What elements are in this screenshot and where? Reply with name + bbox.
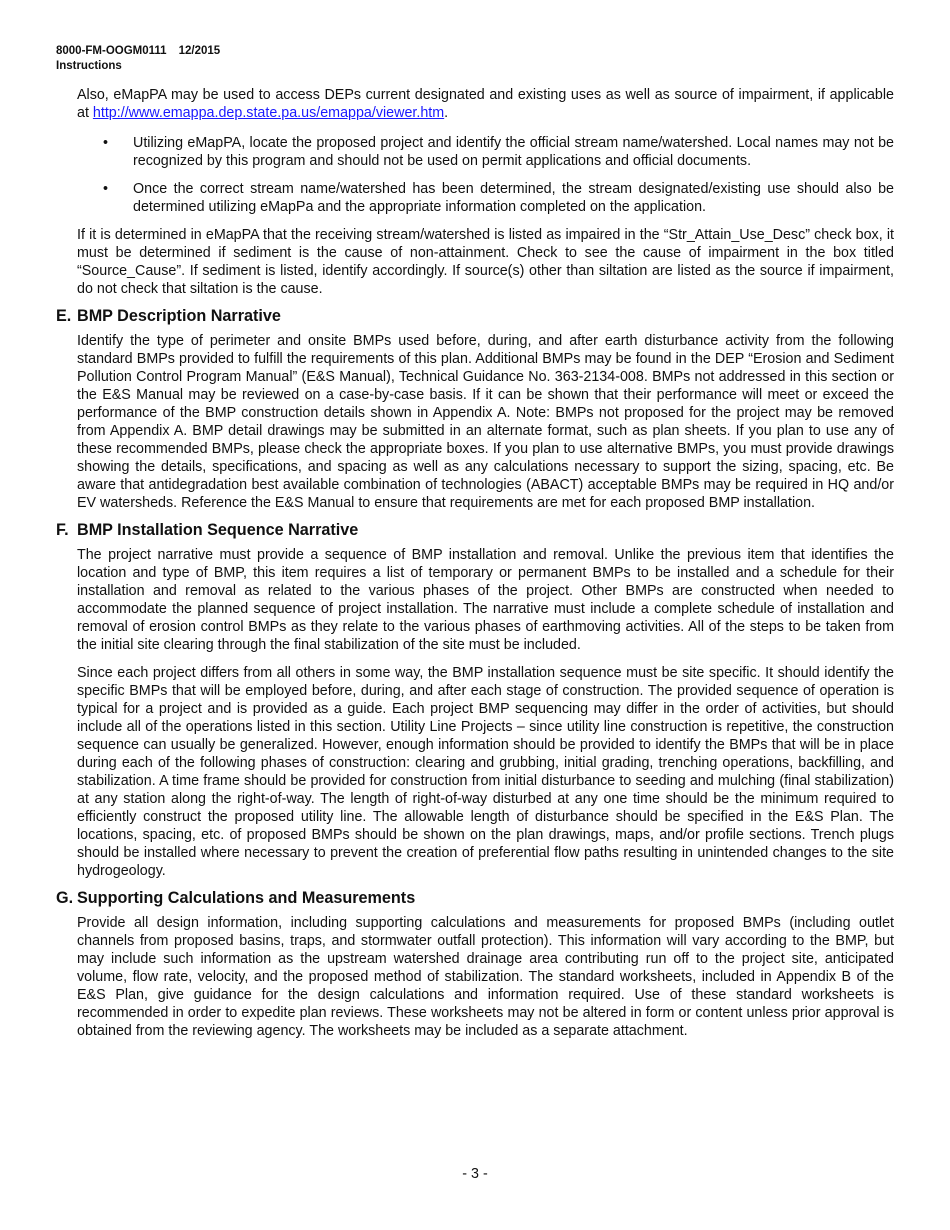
header-subtitle: Instructions: [56, 60, 122, 72]
bullet-icon: •: [103, 181, 109, 197]
bullet-item: [103, 134, 894, 170]
section-f-paragraph-2: Since each project differs from all others in some way, the BMP installation sequence must be site specific. It should identify the specific BMPs that will be employed before, during, and after each stage of construction. The provided sequence of operation is typical for a project and is provided as a guide. Each project BMP sequencing may differ in the order of activities, but should include all of the operations listed in this section. Utility Line Projects – since utility line construction is repetitive, the construction sequence can usually be generalized. However, enough information should be provided to identify the BMPs that will be in place during each of the following phases of construction: clearing and grubbing, initial grading, trenching operations, backfilling, and stabilization. A time frame should be provided for construction from initial disturbance to seeding and mulching (final stabilization) at any station along the right-of-way. The length of right-of-way disturbed at any one time should be the minimum required to efficiently construct the proposed utility line. The allowable length of disturbance should be specified in the E&S Plan. The locations, spacing, etc. of proposed BMPs should be shown on the plan drawings, maps, and/or profile sections. Trench plugs should be installed where necessary to prevent the creation of preferential flow paths resulting in unintended changes to the site hydrogeology.: [77, 665, 894, 879]
section-title: BMP Installation Sequence Narrative: [77, 521, 359, 539]
bullet-icon: •: [103, 135, 109, 151]
page-number: - 3 -: [462, 1166, 488, 1182]
emappa-link[interactable]: http://www.emappa.dep.state.pa.us/emappa/viewer.htm: [92, 105, 445, 121]
document-header: [56, 44, 220, 74]
section-e-paragraph: Identify the type of perimeter and onsite BMPs used before, during, and after earth disturbance activity from the following standard BMPs provided to fulfill the requirements of this plan. Additional BMPs may be found in the DEP “Erosion and Sediment Pollution Control Program Manual” (E&S Manual), Technical Guidance No. 363-2134-008. BMPs not addressed in this section or the E&S Manual may be reviewed on a case-by-case basis. If it can be shown that their performance will meet or exceed the performance of the BMP construction details shown in Appendix A. Note: BMPs not proposed for the project may be removed from Appendix A. BMP detail drawings may be submitted in an alternate format, such as plan sheets. If you plan to use any of these recommended BMPs, please check the appropriate boxes. If you plan to use alternative BMPs, you must provide drawings showing the details, specifications, and spacing as well as any calculations necessary to support the sizing, spacing, etc. Be aware that antidegradation best available combination of technologies (ABACT) acceptable BMPs may be required in HQ and/or EV watersheds. Reference the E&S Manual to ensure that requirements are met for each proposed BMP installation.: [77, 333, 894, 511]
form-date: 12/2015: [178, 45, 221, 57]
section-title: Supporting Calculations and Measurements: [77, 889, 416, 907]
impairment-paragraph: If it is determined in eMapPA that the receiving stream/watershed is listed as impaired in the “Str_Attain_Use_Desc” check box, it must be determined if sediment is the cause of non-attainment. Check to see the cause of impairment in the box titled “Source_Cause”. If sediment is listed, identify accordingly. If source(s) other than siltation are listed as the source if impairment, do not check that siltation is the cause.: [77, 227, 894, 297]
bullet-text: Utilizing eMapPA, locate the proposed project and identify the official stream name/watershed. Local names may not be recognized by this program and should not be used on permit applications and official documents.: [133, 135, 894, 169]
section-g-paragraph: Provide all design information, including supporting calculations and measurements for proposed BMPs (including outlet channels from proposed basins, traps, and stormwater outfall protection). This information will vary according to the BMP, but may include such information as the upstream watershed drainage area contributing run off to the project site, anticipated volume, flow rate, velocity, and the proposed method of stabilization. The standard worksheets, included in Appendix B of the E&S Plan, give guidance for the design calculations and information required. Use of these standard worksheets is recommended in order to expedite plan reviews. These worksheets may not be altered in form or content unless prior approval is obtained from the reviewing agency. The worksheets may be included as a separate attachment.: [77, 915, 894, 1039]
intro-paragraph: [77, 86, 894, 122]
bullet-item: [103, 180, 894, 216]
section-f-heading: [56, 520, 894, 540]
section-f-paragraph-1: The project narrative must provide a sequence of BMP installation and removal. Unlike the previous item that identifies the location and type of BMP, this item requires a list of temporary or permanent BMPs to be installed and a schedule for their installation and removal as related to the various phases of the project. Other BMPs are constructed when needed to accommodate the planned sequence of project installation. The narrative must include a complete schedule of installation and removal of erosion control BMPs as they relate to the various phases of earthmoving activities. All of the steps to be taken from the initial site clearing through the final stabilization of the site must be included.: [77, 547, 894, 653]
section-title: BMP Description Narrative: [77, 307, 281, 325]
section-e-heading: [56, 306, 894, 326]
section-letter: F.: [56, 521, 69, 539]
intro-text: Also, eMapPA may be used to access DEPs current designated and existing uses as well as source of impairment, if applicable at: [77, 87, 894, 121]
form-number: 8000-FM-OOGM0111: [56, 45, 167, 57]
bullet-text: Once the correct stream name/watershed has been determined, the stream designated/existing use should also be determined utilizing eMapPa and the appropriate information completed on the application.: [133, 181, 894, 215]
document-body: [56, 86, 894, 1040]
section-letter: G.: [56, 889, 74, 907]
bullet-list: [56, 134, 894, 216]
intro-text-end: .: [444, 105, 449, 121]
section-letter: E.: [56, 307, 72, 325]
section-g-heading: [56, 888, 894, 908]
